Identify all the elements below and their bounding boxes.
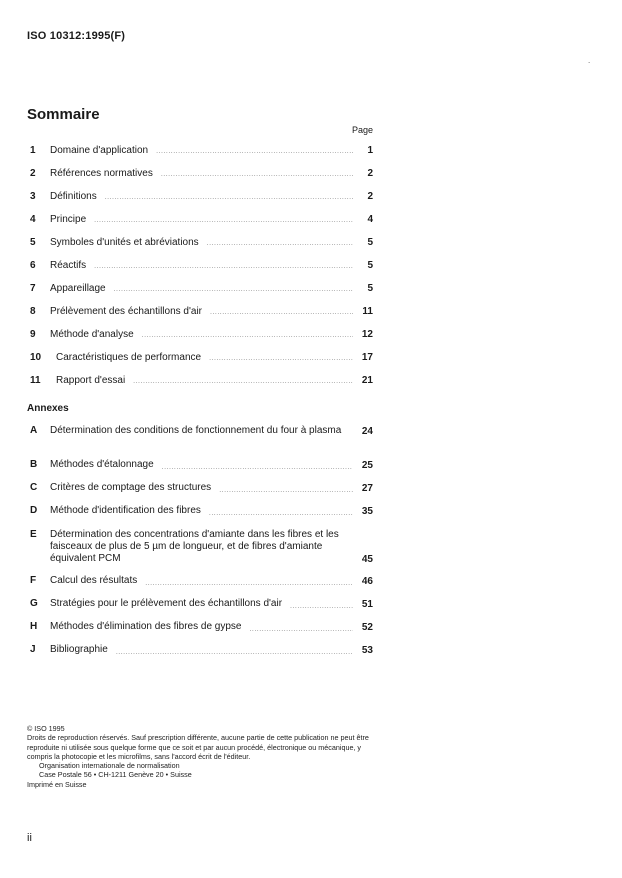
dot-leader	[249, 626, 353, 633]
annex-entry-a[interactable]	[30, 425, 373, 437]
toc-entry-page: 5	[367, 260, 373, 271]
toc-entry-8[interactable]	[30, 306, 373, 317]
dot-leader	[209, 510, 353, 517]
annex-title: Détermination des conditions de fonctionnement du four à plasma	[50, 425, 342, 436]
dot-leader	[116, 649, 353, 656]
toc-entry-title: Définitions	[50, 191, 97, 202]
annex-entry-d[interactable]	[30, 505, 373, 517]
dot-leader	[210, 309, 353, 316]
page-title: Sommaire	[27, 106, 100, 123]
dot-leader	[207, 240, 353, 247]
dot-leader	[94, 217, 353, 224]
annex-letter: B	[30, 459, 38, 470]
organization-name: Organisation internationale de normalisation	[39, 761, 180, 771]
copyright-line: © ISO 1995	[27, 724, 65, 733]
annex-page: 35	[361, 506, 373, 517]
annex-entry-b[interactable]	[30, 459, 373, 471]
toc-entry-page: 21	[361, 375, 373, 386]
dot-leader	[114, 286, 353, 293]
annex-page: 24	[361, 426, 373, 437]
toc-entry-title: Domaine d'application	[50, 145, 149, 156]
annex-entry-h[interactable]	[30, 621, 373, 633]
toc-entry-title: Appareillage	[50, 283, 106, 294]
rights-statement: Droits de reproduction réservés. Sauf prescription différente, aucune partie de cette publication ne peut être reproduite ni utilisée sous quelque forme que ce soit et par aucun procédé, électronique ou mécanique, y compris la photocopie et les microfilms, sans l'accord écrit de l'éditeur.	[27, 733, 369, 761]
annex-entry-f[interactable]	[30, 575, 373, 587]
toc-entry-number: 11	[30, 375, 41, 386]
toc-entry-11[interactable]	[30, 375, 373, 386]
toc-entry-page: 11	[362, 306, 373, 317]
dot-leader	[209, 355, 353, 362]
annex-title: Méthodes d'étalonnage	[50, 459, 154, 470]
toc-entry-2[interactable]	[30, 168, 373, 179]
toc-entry-page: 2	[367, 191, 373, 202]
toc-entry-1[interactable]	[30, 145, 373, 156]
toc-entry-page: 2	[367, 168, 373, 179]
annex-letter: A	[30, 425, 38, 436]
annex-page: 25	[361, 460, 373, 471]
dot-leader	[219, 487, 353, 494]
annex-letter: D	[30, 505, 38, 516]
toc-entry-number: 2	[30, 168, 36, 179]
annex-page: 52	[361, 622, 373, 633]
annex-title: Méthode d'identification des fibres	[50, 505, 201, 516]
annex-entry-e[interactable]	[30, 529, 373, 565]
copyright-notice	[27, 724, 377, 789]
toc-entry-7[interactable]	[30, 283, 373, 294]
annex-title: Détermination des concentrations d'amiante dans les fibres et les faisceaux de plus de 5 µm de longueur, et de fibres d'amiante équivalent PCM	[50, 529, 339, 564]
page-column-header: Page	[352, 125, 374, 135]
toc-entry-page: 4	[367, 214, 373, 225]
dot-leader	[145, 580, 353, 587]
dot-leader	[142, 332, 353, 339]
standard-id: ISO 10312:1995(F)	[27, 30, 126, 42]
dot-leader	[161, 171, 353, 178]
annex-page: 51	[361, 599, 373, 610]
dot-leader	[290, 603, 353, 610]
toc-entry-number: 10	[30, 352, 42, 363]
page-number: ii	[27, 832, 32, 844]
toc-entry-5[interactable]	[30, 237, 373, 248]
dot-leader	[105, 194, 353, 201]
toc-entry-4[interactable]	[30, 214, 373, 225]
annex-title: Calcul des résultats	[50, 575, 138, 586]
toc-entry-number: 5	[30, 237, 36, 248]
toc-entry-page: 12	[361, 329, 373, 340]
toc-entry-title: Réactifs	[50, 260, 87, 271]
toc-entry-number: 8	[30, 306, 36, 317]
annex-entry-g[interactable]	[30, 598, 373, 610]
annex-title: Stratégies pour le prélèvement des échantillons d'air	[50, 598, 283, 609]
toc-entry-page: 1	[367, 145, 373, 156]
toc-entry-number: 4	[30, 214, 36, 225]
toc-entry-page: 5	[367, 237, 373, 248]
toc-entry-title: Principe	[50, 214, 87, 225]
annex-letter: E	[30, 529, 37, 540]
toc-entry-title: Symboles d'unités et abréviations	[50, 237, 199, 248]
toc-entry-number: 7	[30, 283, 36, 294]
annex-title: Bibliographie	[50, 644, 108, 655]
toc-entry-title: Prélèvement des échantillons d'air	[50, 306, 202, 317]
toc-entry-number: 1	[30, 145, 36, 156]
postal-address: Case Postale 56 • CH-1211 Genève 20 • Suisse	[39, 770, 192, 780]
annex-letter: C	[30, 482, 38, 493]
annex-entry-c[interactable]	[30, 482, 373, 494]
toc-entry-10[interactable]	[30, 352, 373, 363]
annex-page: 46	[361, 576, 373, 587]
toc-entry-6[interactable]	[30, 260, 373, 271]
toc-entry-number: 3	[30, 191, 36, 202]
toc-entry-number: 6	[30, 260, 36, 271]
annex-page: 27	[361, 483, 373, 494]
dot-leader	[133, 378, 353, 385]
annex-entry-j[interactable]	[30, 644, 373, 656]
annex-page: 53	[361, 645, 373, 656]
toc-entry-page: 5	[367, 283, 373, 294]
dot-leader	[162, 464, 353, 471]
toc-entry-9[interactable]	[30, 329, 373, 340]
toc-entry-3[interactable]	[30, 191, 373, 202]
printed-in: Imprimé en Suisse	[27, 779, 87, 789]
toc-entry-page: 17	[361, 352, 373, 363]
annex-letter: H	[30, 621, 38, 632]
dot-leader	[94, 263, 353, 270]
toc-entry-number: 9	[30, 329, 36, 340]
toc-entry-title: Références normatives	[50, 168, 153, 179]
dot-leader	[156, 148, 353, 155]
annexes-heading: Annexes	[27, 403, 69, 414]
annex-title: Critères de comptage des structures	[50, 482, 212, 493]
toc-entry-title: Rapport d'essai	[56, 375, 126, 386]
toc-entry-title: Caractéristiques de performance	[56, 352, 202, 363]
annex-letter: G	[30, 598, 38, 609]
annex-title: Méthodes d'élimination des fibres de gypse	[50, 621, 242, 632]
annex-page: 45	[361, 554, 373, 565]
stray-mark: .	[588, 56, 591, 65]
annex-letter: F	[30, 575, 37, 586]
annex-letter: J	[30, 644, 36, 655]
toc-entry-title: Méthode d'analyse	[50, 329, 134, 340]
